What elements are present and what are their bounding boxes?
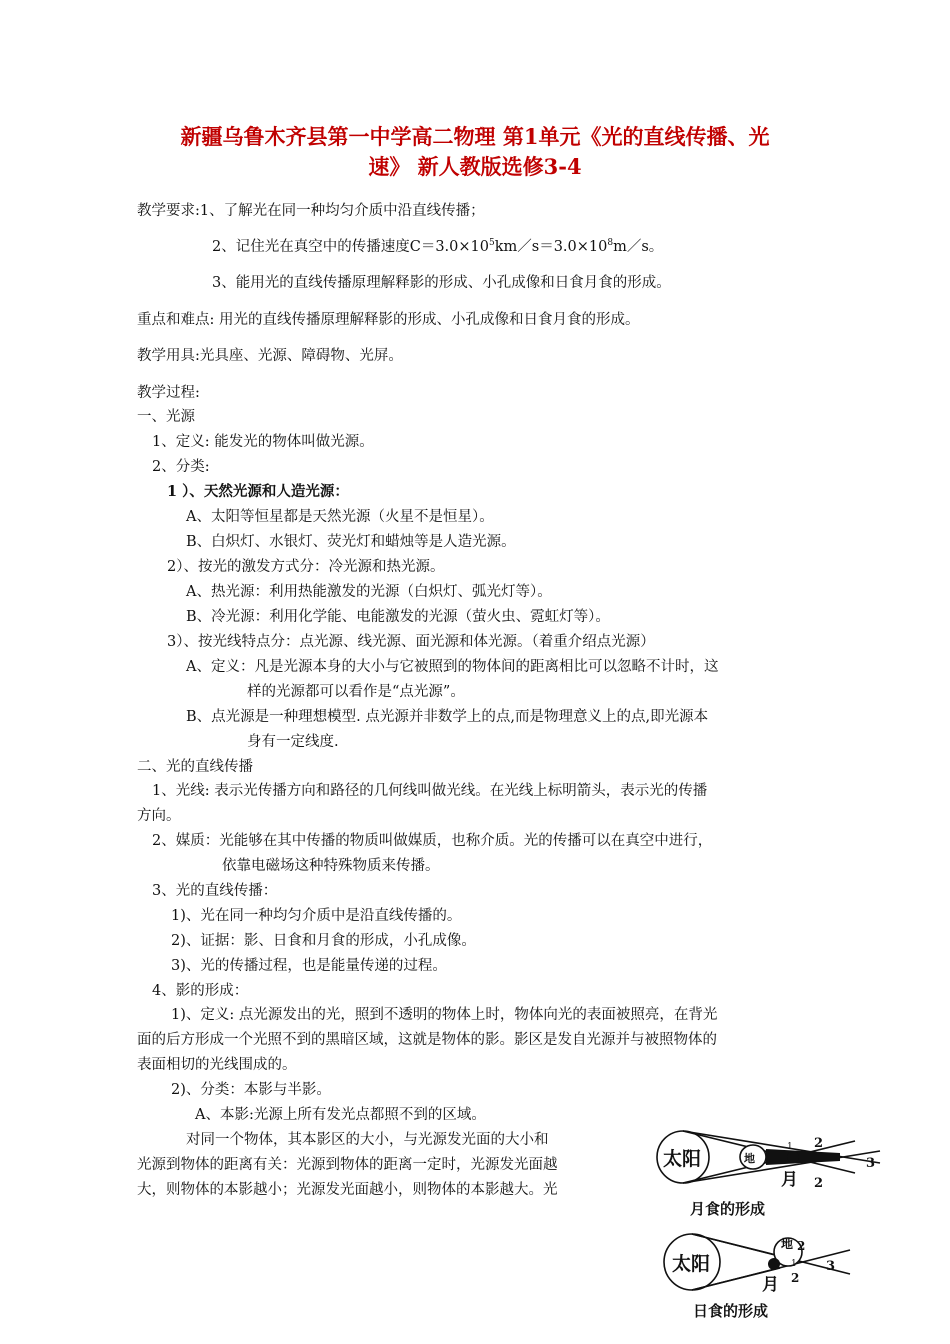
- s1-class-3a-2: 样的光源都可以看作是“点光源”。: [247, 684, 465, 700]
- umbra-shadow: [766, 1149, 840, 1165]
- s1-definition: 1、定义: 能发光的物体叫做光源。: [152, 434, 374, 450]
- s1-class-3: 3）、按光线特点分：点光源、线光源、面光源和体光源。（着重介绍点光源）: [167, 634, 655, 650]
- s2-shadow-def-2: 面的后方形成一个光照不到的黑暗区域，这就是物体的影。影区是发自光源并与被照物体的: [137, 1032, 717, 1048]
- teaching-tools: 教学用具:光具座、光源、障碍物、光屏。: [137, 348, 403, 364]
- s2-medium-2: 依靠电磁场这种特殊物质来传播。: [222, 858, 440, 874]
- fig2-sun-label: 太阳: [672, 1253, 711, 1275]
- s2-shadow: 4、影的形成：: [152, 983, 249, 999]
- s1-class-1b: B、白炽灯、水银灯、荧光灯和蜡烛等是人造光源。: [186, 534, 516, 550]
- s1-class-2a: A、热光源：利用热能激发的光源（白炽灯、弧光灯等）。: [186, 584, 552, 600]
- s2-umbra-def: A、本影:光源上所有发光点都照不到的区域。: [195, 1107, 486, 1123]
- fig1-region-2-upper: 2: [814, 1136, 824, 1151]
- fig1-region-1: 1: [787, 1142, 793, 1152]
- fig1-region-2-lower: 2: [814, 1176, 824, 1191]
- s2-shadow-class: 2)、分类：本影与半影。: [171, 1082, 331, 1098]
- s1-class-3b-1: B、点光源是一种理想模型. 点光源并非数学上的点,而是物理意义上的点,即光源本: [186, 709, 709, 725]
- section-1-heading: 一、光源: [137, 409, 195, 425]
- s2-shadow-def-1: 1)、定义: 点光源发出的光，照到不透明的物体上时，物体向光的表面被照亮，在背光: [171, 1007, 718, 1023]
- s1-class-1a: A、太阳等恒星都是天然光源（火星不是恒星）。: [186, 509, 494, 525]
- fig1-moon-label: 月: [781, 1170, 798, 1190]
- solar-eclipse-diagram: [660, 1228, 860, 1300]
- s1-class-1-text: 1 ）、天然光源和人造光源：: [167, 483, 349, 500]
- title-line-1: 新疆乌鲁木齐县第一中学高二物理 第1单元《光的直线传播、光: [180, 124, 770, 149]
- fig1-earth-label: 地: [744, 1152, 755, 1165]
- s2-straight: 3、光的直线传播：: [152, 883, 278, 899]
- teaching-process: 教学过程:: [137, 385, 200, 401]
- s1-class-2b: B、冷光源：利用化学能、电能激发的光源（萤火虫、霓虹灯等）。: [186, 609, 610, 625]
- fig2-moon-label: 月: [762, 1275, 779, 1295]
- fig2-region-3: 3: [826, 1259, 836, 1274]
- fig2-region-1: 1: [791, 1259, 797, 1269]
- requirement-2: [212, 237, 663, 257]
- requirement-3: 3、能用光的直线传播原理解释影的形成、小孔成像和日食月食的形成。: [212, 275, 671, 291]
- moon-circle: [787, 1151, 799, 1163]
- lunar-eclipse-diagram: [655, 1115, 885, 1195]
- s1-class-1: [167, 482, 349, 502]
- exponent-5: 5: [488, 238, 495, 249]
- s2-paragraph-2: 光源到物体的距离有关：光源到物体的距离一定时，光源发光面越: [137, 1157, 558, 1173]
- s1-class-3b-2: 身有一定线度.: [247, 734, 339, 750]
- s2-paragraph-3: 大，则物体的本影越小；光源发光面越小，则物体的本影越大。光: [137, 1182, 558, 1198]
- s2-ray-1: 1、光线: 表示光传播方向和路径的几何线叫做光线。在光线上标明箭头，表示光的传播: [152, 783, 708, 799]
- fig2-earth-label: 地: [781, 1237, 794, 1251]
- moon-circle-2: [768, 1258, 780, 1270]
- fig1-sun-label: 太阳: [663, 1148, 702, 1170]
- s2-straight-3: 3)、光的传播过程，也是能量传递的过程。: [171, 958, 447, 974]
- section-2-heading: 二、光的直线传播: [137, 759, 253, 775]
- s2-shadow-def-3: 表面相切的光线围成的。: [137, 1057, 297, 1073]
- s1-class-2: 2）、按光的激发方式分：冷光源和热光源。: [167, 559, 445, 575]
- lunar-eclipse-caption: 月食的形成: [690, 1200, 766, 1218]
- s2-paragraph-1: 对同一个物体，其本影区的大小，与光源发光面的大小和: [186, 1132, 549, 1148]
- title-line-2: 速》 新人教版选修3-4: [368, 154, 582, 179]
- s1-class-3a-1: A、定义：凡是光源本身的大小与它被照到的物体间的距离相比可以忽略不计时，这: [186, 659, 719, 675]
- page-title: [120, 122, 830, 182]
- solar-eclipse-caption: 日食的形成: [693, 1302, 769, 1320]
- fig2-region-2-lower: 2: [791, 1271, 800, 1285]
- fig2-region-2-upper: 2: [797, 1239, 806, 1253]
- requirement-2-c: m／s。: [613, 239, 664, 255]
- s2-straight-1: 1)、光在同一种均匀介质中是沿直线传播的。: [171, 908, 462, 924]
- s2-straight-2: 2)、证据：影、日食和月食的形成，小孔成像。: [171, 933, 476, 949]
- s2-medium-1: 2、媒质：光能够在其中传播的物质叫做媒质，也称介质。光的传播可以在真空中进行，: [152, 833, 713, 849]
- fig1-region-3: 3: [866, 1156, 876, 1171]
- exponent-8: 8: [607, 238, 614, 249]
- s2-ray-2: 方向。: [137, 808, 181, 824]
- requirement-2-b: km／s＝3.0×10: [494, 239, 608, 255]
- requirement-2-a: 2、记住光在真空中的传播速度C＝3.0×10: [212, 239, 489, 255]
- requirement-1: 教学要求:1、了解光在同一种均匀介质中沿直线传播；: [137, 203, 485, 219]
- key-points: 重点和难点: 用光的直线传播原理解释影的形成、小孔成像和日食月食的形成。: [137, 312, 640, 328]
- s1-classification: 2、分类:: [152, 459, 210, 475]
